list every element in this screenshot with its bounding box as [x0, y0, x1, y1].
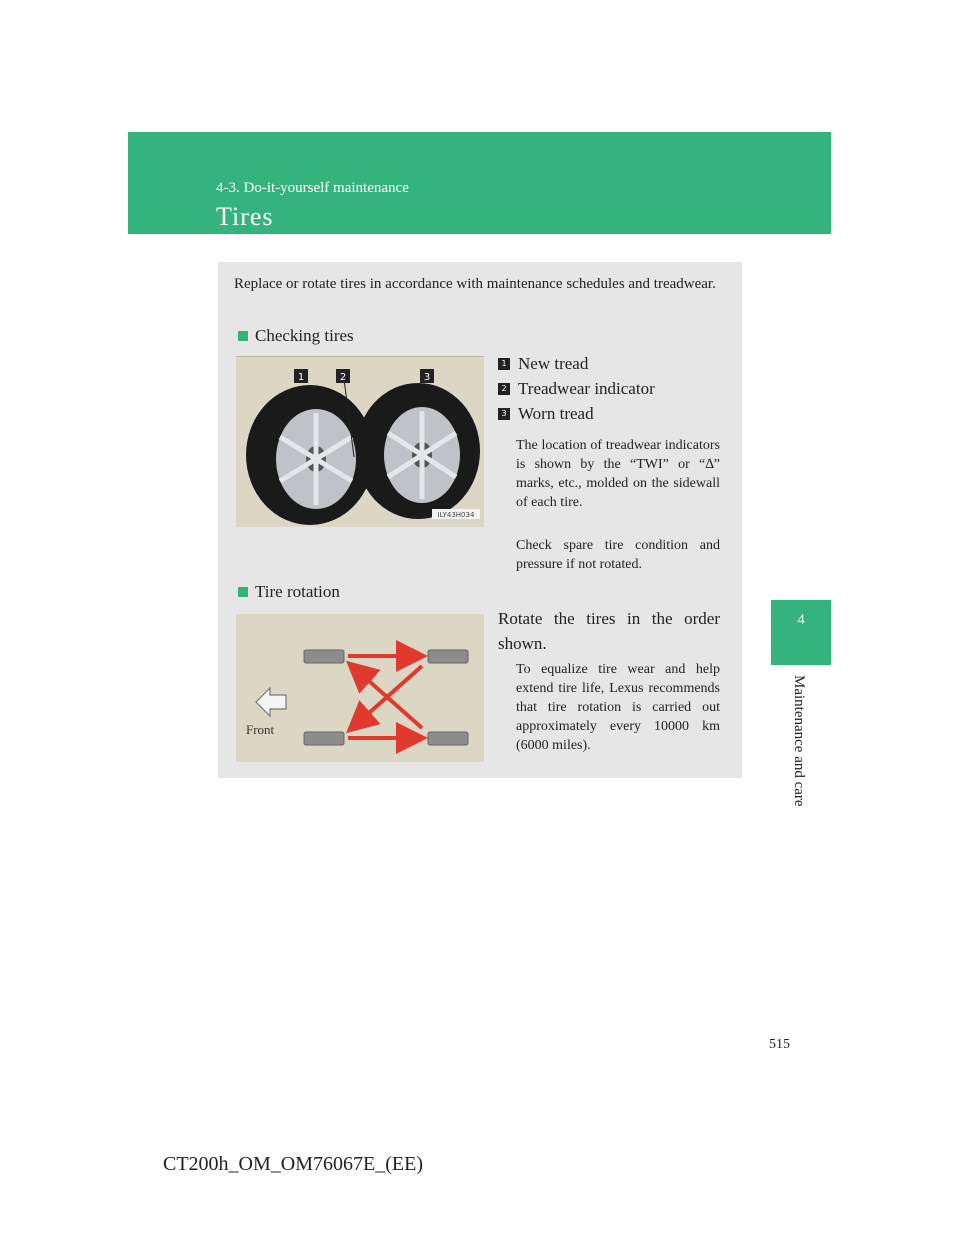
legend-label: New tread	[518, 354, 589, 373]
content-box	[218, 262, 742, 778]
spare-tire-note: Check spare tire condition and pressure if not rotated.	[516, 538, 720, 572]
svg-text:3: 3	[423, 372, 431, 383]
number-1-icon: 1	[498, 358, 510, 370]
tire-rotation-heading	[238, 582, 340, 602]
svg-text:2: 2	[339, 372, 347, 383]
tire-tread-svg	[236, 357, 484, 527]
page-number: 515	[769, 1037, 790, 1052]
checking-tires-heading-text: Checking tires	[255, 326, 354, 345]
chapter-number-tab: 4	[771, 600, 831, 665]
rotation-note: To equalize tire wear and help extend tire life, Lexus recommends that tire rotation is carried out approximately every 10000 km (6000 miles).	[516, 662, 720, 753]
tire-rotation-heading-text: Tire rotation	[255, 582, 340, 601]
bullet-square-icon	[238, 331, 248, 341]
tire-tread-illustration	[236, 356, 484, 527]
number-3-icon: 3	[498, 408, 510, 420]
front-label: Front	[246, 722, 275, 737]
intro-text: Replace or rotate tires in accordance with maintenance schedules and treadwear.	[234, 276, 716, 292]
checking-tires-heading	[238, 326, 354, 346]
image-code: ILY43H034	[437, 511, 475, 519]
legend-label: Worn tread	[518, 404, 594, 423]
page-title: Tires	[216, 202, 274, 231]
chapter-side-label	[787, 675, 807, 835]
rotation-instruction: Rotate the tires in the order shown.	[498, 609, 720, 653]
number-2-icon: 2	[498, 383, 510, 395]
document-code-footer: CT200h_OM_OM76067E_(EE)	[163, 1153, 423, 1175]
bullet-square-icon	[238, 587, 248, 597]
treadwear-note: The location of treadwear indicators is shown by the “TWI” or “∆” marks, etc., molded on the sidewall of each tire.	[516, 438, 720, 510]
legend-item-treadwear-indicator	[498, 379, 655, 399]
rotation-svg	[236, 614, 484, 762]
chapter-header	[128, 132, 831, 234]
legend-label: Treadwear indicator	[518, 379, 655, 398]
section-title: 4-3. Do-it-yourself maintenance	[216, 180, 409, 196]
legend-item-worn-tread	[498, 404, 594, 424]
legend-item-new-tread	[498, 354, 588, 374]
chapter-side-label-text: Maintenance and care	[791, 675, 807, 807]
tire-rotation-diagram	[236, 614, 484, 762]
svg-text:1: 1	[297, 372, 305, 383]
